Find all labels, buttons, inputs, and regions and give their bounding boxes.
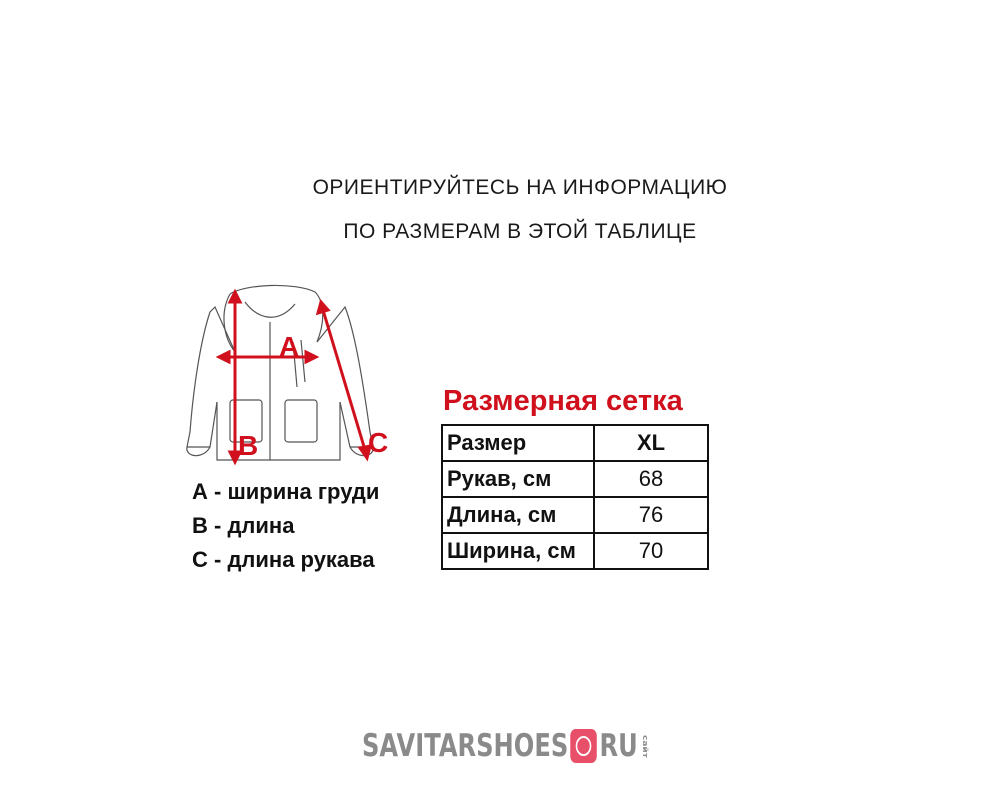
- heading-line-2: ПО РАЗМЕРАМ В ЭТОЙ ТАБЛИЦЕ: [343, 220, 697, 243]
- row-label: Рукав, см: [442, 461, 594, 497]
- logo-text-right: RU: [599, 728, 638, 764]
- row-label: Длина, см: [442, 497, 594, 533]
- header-label: Размер: [442, 425, 594, 461]
- jacket-diagram: [175, 282, 415, 482]
- legend-c: С - длина рукава: [192, 547, 375, 572]
- header-size: XL: [594, 425, 708, 461]
- logo-small-text: сайт: [640, 734, 649, 758]
- table-row: [442, 497, 708, 533]
- label-b: B: [238, 430, 259, 461]
- jacket-outline: [187, 285, 373, 460]
- size-table: [441, 424, 709, 570]
- table-row: [442, 461, 708, 497]
- row-value: 76: [594, 497, 708, 533]
- row-label: Ширина, см: [442, 533, 594, 569]
- label-c: C: [368, 427, 389, 458]
- logo-mark-icon: [571, 729, 598, 763]
- legend-b: В - длина: [192, 513, 295, 538]
- size-chart-title: Размерная сетка: [443, 385, 683, 417]
- legend-a: А - ширина груди: [192, 479, 380, 504]
- row-value: 70: [594, 533, 708, 569]
- row-value: 68: [594, 461, 708, 497]
- site-logo: [362, 722, 649, 770]
- table-header-row: [442, 425, 708, 461]
- label-a: A: [279, 331, 300, 362]
- table-row: [442, 533, 708, 569]
- heading-line-1: ОРИЕНТИРУЙТЕСЬ НА ИНФОРМАЦИЮ: [312, 176, 728, 199]
- logo-text-left: SAVITARSHOES: [362, 728, 569, 764]
